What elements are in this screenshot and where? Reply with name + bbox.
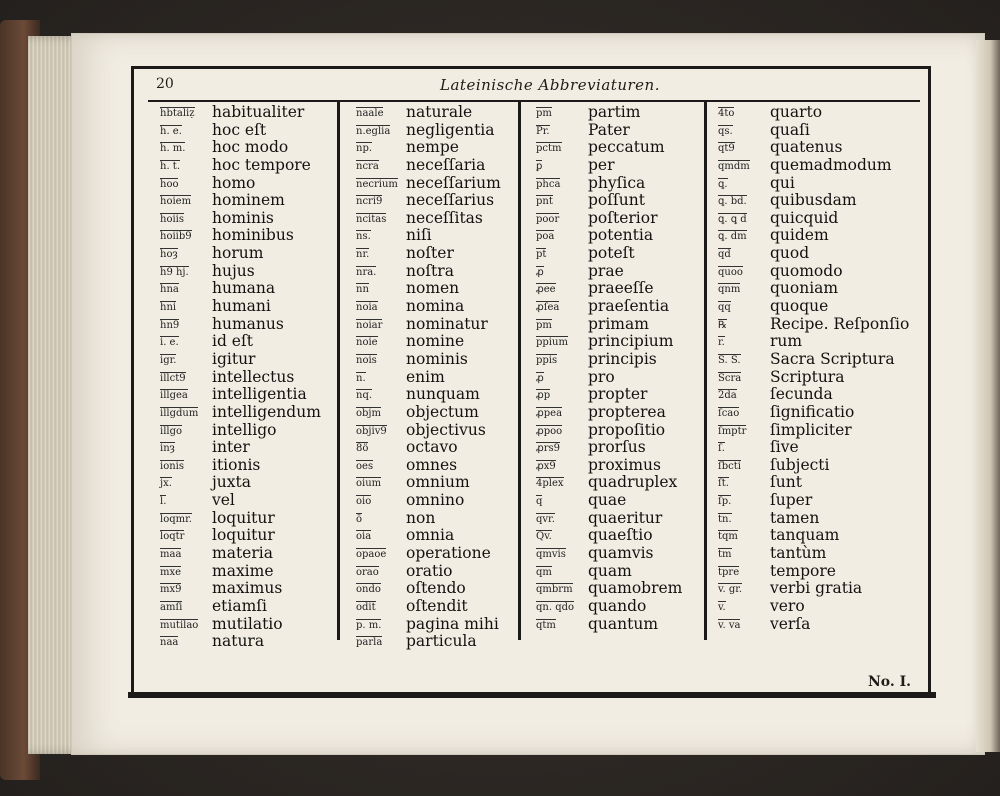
expanded-word: vero	[770, 596, 805, 615]
expanded-word: octavo	[406, 438, 458, 457]
expanded-word: quoniam	[770, 279, 839, 298]
expanded-word: neceſſaria	[406, 155, 486, 174]
expanded-word: quarto	[770, 103, 823, 121]
abbreviation-form: ꝓpea	[536, 407, 563, 419]
expanded-word: noſter	[406, 244, 454, 263]
expanded-word: nominatur	[406, 314, 488, 333]
abbreviation-form: ꝓ	[536, 372, 544, 384]
abbreviation-form: h. t.	[160, 160, 180, 172]
abbreviation-form: odit	[356, 601, 376, 613]
abbreviation-form: qnm	[718, 284, 741, 296]
abbreviation-form: qs.	[718, 125, 733, 137]
abbreviation-form: pm	[536, 108, 552, 119]
expanded-word: operatione	[406, 544, 491, 563]
abbreviation-form: ſt.	[718, 478, 729, 490]
abbreviation-form: hbtaliẓ	[160, 108, 195, 119]
abbreviation-form: mx9	[160, 584, 182, 596]
abbreviation-form: oia	[356, 531, 372, 543]
abbreviation-form: ꝗ. dm	[718, 231, 747, 243]
expanded-word: non	[406, 508, 436, 527]
abbreviation-form: ſbcti	[718, 460, 741, 472]
expanded-word: oratio	[406, 561, 453, 580]
expanded-word: humani	[212, 297, 271, 316]
abbreviation-form: poa	[536, 231, 555, 243]
page-right-edge	[976, 40, 1000, 752]
abbreviation-form: ſcao	[718, 407, 740, 419]
expanded-word: neceſſitas	[406, 208, 483, 227]
abbreviation-form: n.eglia	[356, 125, 391, 137]
expanded-word: praeſentia	[588, 297, 670, 316]
abbreviation-form: jx.	[160, 478, 172, 490]
expanded-word: Recipe. Reſponſio	[770, 314, 910, 333]
abbreviation-form: i. e.	[160, 337, 179, 349]
expanded-word: negligentia	[406, 120, 495, 139]
abbreviation-form: v. gr.	[718, 584, 743, 596]
expanded-word: hominem	[212, 191, 285, 210]
expanded-word: quatenus	[770, 138, 843, 157]
expanded-word: quidem	[770, 226, 829, 245]
expanded-word: quaeritur	[588, 508, 663, 527]
abbreviation-form: qtm	[536, 619, 556, 631]
abbreviation-form: orao	[356, 566, 379, 578]
abbreviation-form: v. va	[718, 619, 741, 631]
expanded-word: maximus	[212, 579, 283, 598]
expanded-word: tamen	[770, 508, 820, 527]
expanded-word: rum	[770, 332, 803, 351]
abbreviation-form: ncitas	[356, 213, 387, 225]
expanded-word: ſimpliciter	[770, 420, 852, 439]
expanded-word: ſive	[770, 438, 799, 457]
expanded-word: ſignificatio	[770, 402, 855, 421]
abbreviation-form: qm	[536, 566, 552, 578]
expanded-word: quadruplex	[588, 473, 678, 492]
abbreviation-form: ſ.	[718, 443, 725, 455]
abbreviation-form: necrium	[356, 178, 398, 190]
abbreviation-form: h. m.	[160, 143, 186, 155]
column-divider	[704, 100, 707, 640]
abbreviation-form: 4plex	[536, 478, 564, 490]
expanded-word: propter	[588, 385, 648, 404]
abbreviation-form: hoiem	[160, 196, 192, 208]
expanded-word: quemadmodum	[770, 155, 892, 174]
abbreviation-form: 8ö	[356, 443, 369, 455]
abbreviation-form: illct9	[160, 372, 186, 384]
abbreviation-form: 4to	[718, 108, 735, 119]
expanded-word: quamobrem	[588, 579, 683, 598]
column-divider	[518, 100, 521, 640]
abbreviation-form: illgdum	[160, 407, 199, 419]
expanded-word: maxime	[212, 561, 274, 580]
abbreviation-form: illgea	[160, 390, 188, 402]
expanded-word: nominis	[406, 349, 468, 368]
expanded-word: prae	[588, 261, 624, 280]
expanded-word: quod	[770, 244, 810, 263]
abbreviation-form: hna	[160, 284, 179, 296]
abbreviation-form: nq.	[356, 390, 373, 402]
expanded-word: principium	[588, 332, 674, 351]
abbreviation-form: nra.	[356, 266, 377, 278]
expanded-word: hominis	[212, 208, 274, 227]
abbreviation-form: ſp.	[718, 496, 732, 508]
abbreviation-form: noiar	[356, 319, 383, 331]
expanded-word: proximus	[588, 455, 661, 474]
abbreviation-form: hn9	[160, 319, 180, 331]
expanded-word: praeeſſe	[588, 279, 654, 298]
abbreviation-form: pnt	[536, 196, 553, 208]
abbreviation-form: noia	[356, 302, 378, 314]
abbreviation-form: naale	[356, 108, 384, 119]
abbreviation-form: Scra	[718, 372, 742, 384]
abbreviation-form: 2da	[718, 390, 737, 402]
abbreviation-form: ꝑ	[536, 160, 543, 172]
expanded-word: intellectus	[212, 367, 295, 386]
expanded-word: niſi	[406, 226, 432, 245]
expanded-word: inter	[212, 438, 250, 457]
expanded-word: qui	[770, 173, 795, 192]
expanded-word: prorſus	[588, 438, 646, 457]
expanded-word: vel	[212, 491, 235, 510]
expanded-word: hoc modo	[212, 138, 289, 157]
abbreviation-form: ſmptr	[718, 425, 747, 437]
expanded-word: quomodo	[770, 261, 843, 280]
expanded-word: verſa	[770, 614, 811, 633]
abbreviation-form: oes	[356, 460, 374, 472]
expanded-word: quam	[588, 561, 632, 580]
expanded-word: homo	[212, 173, 256, 192]
expanded-word: quaeſtio	[588, 526, 653, 545]
abbreviation-form: tm	[718, 549, 732, 561]
expanded-word: natura	[212, 632, 265, 651]
abbreviation-form: quoo	[718, 266, 743, 278]
expanded-word: ſubjecti	[770, 455, 830, 474]
abbreviation-form: nr.	[356, 249, 370, 261]
column-divider	[337, 100, 340, 640]
expanded-word: ſuper	[770, 491, 813, 510]
abbreviation-form: inȝ	[160, 443, 175, 455]
expanded-word: neceſſarium	[406, 173, 501, 192]
abbreviation-form: tpre	[718, 566, 740, 578]
expanded-word: poſterior	[588, 208, 658, 227]
expanded-word: hoc eſt	[212, 120, 267, 139]
abbreviation-form: ncra	[356, 160, 379, 172]
abbreviation-form: qd	[718, 249, 731, 261]
abbreviation-form: ꝓſea	[536, 302, 560, 314]
abbreviation-form: qmdm	[718, 160, 750, 172]
signature-mark: No. I.	[868, 674, 912, 690]
abbreviation-form: naa	[160, 637, 179, 649]
abbreviation-form: opaoe	[356, 549, 387, 561]
abbreviation-form: ppis	[536, 354, 558, 366]
abbreviation-form: loqtr	[160, 531, 185, 543]
expanded-word: pagina mihi	[406, 614, 499, 633]
expanded-word: enim	[406, 367, 445, 386]
expanded-word: particula	[406, 632, 477, 651]
abbreviation-form: ionis	[160, 460, 184, 472]
abbreviation-form: q	[536, 496, 543, 508]
abbreviation-form: r.	[718, 337, 725, 349]
expanded-word: naturale	[406, 103, 473, 121]
abbreviation-form: nois	[356, 354, 377, 366]
abbreviation-form: pt	[536, 249, 547, 261]
expanded-word: Pater	[588, 120, 630, 139]
frame-bottom-rule	[128, 692, 936, 698]
abbreviation-form: qn. qdo	[536, 601, 575, 613]
abbreviation-form: oio	[356, 496, 372, 508]
expanded-word: omnes	[406, 455, 458, 474]
abbreviation-form: pctm	[536, 143, 562, 155]
expanded-word: hominibus	[212, 226, 294, 245]
abbreviation-form: np.	[356, 143, 373, 155]
expanded-word: tantùm	[770, 544, 827, 563]
abbreviation-form: ꝓee	[536, 284, 556, 296]
abbreviation-form: mutilao	[160, 619, 199, 631]
abbreviation-form: ꝓ	[536, 266, 544, 278]
expanded-word: nunquam	[406, 385, 480, 404]
expanded-word: nomine	[406, 332, 465, 351]
expanded-word: quando	[588, 596, 647, 615]
expanded-word: ſecunda	[770, 385, 833, 404]
expanded-word: ſunt	[770, 473, 802, 492]
abbreviation-form: noie	[356, 337, 378, 349]
abbreviation-form: loqmr.	[160, 513, 192, 525]
expanded-word: quae	[588, 491, 627, 510]
expanded-word: juxta	[212, 473, 251, 492]
expanded-word: mutilatio	[212, 614, 283, 633]
abbreviation-form: amſi	[160, 601, 183, 613]
abbreviation-form: n.	[356, 372, 366, 384]
expanded-word: hoc tempore	[212, 155, 311, 174]
abbreviation-form: ꝓp	[536, 390, 551, 402]
abbreviation-form: h9 hj.	[160, 266, 189, 278]
expanded-word: intelligendum	[212, 402, 321, 421]
expanded-word: pro	[588, 367, 615, 386]
abbreviation-form: qvr.	[536, 513, 555, 525]
abbreviation-form: ncri9	[356, 196, 383, 208]
abbreviation-form: igr.	[160, 354, 177, 366]
expanded-word: quicquid	[770, 208, 839, 227]
abbreviation-form: maa	[160, 549, 182, 561]
abbreviation-form: oium	[356, 478, 382, 490]
expanded-word: etiamſi	[212, 596, 267, 615]
abbreviation-form: qmvis	[536, 549, 566, 561]
expanded-word: poteſt	[588, 244, 635, 263]
header-rule	[148, 100, 920, 102]
abbreviation-form: p. m.	[356, 619, 382, 631]
expanded-word: Scriptura	[770, 367, 845, 386]
abbreviation-form: Pr.	[536, 125, 550, 137]
abbreviation-form: ō	[356, 513, 363, 525]
expanded-word: hujus	[212, 261, 255, 280]
expanded-word: id eſt	[212, 332, 253, 351]
expanded-word: omnia	[406, 526, 455, 545]
abbreviation-form: qq	[718, 302, 731, 314]
expanded-word: potentia	[588, 226, 654, 245]
expanded-word: loquitur	[212, 526, 275, 545]
page-title: Lateinische Abbreviaturen.	[440, 76, 660, 94]
expanded-word: nempe	[406, 138, 459, 157]
abbreviation-form: hni	[160, 302, 177, 314]
abbreviation-form: Qv.	[536, 531, 552, 543]
expanded-word: poſſunt	[588, 191, 645, 210]
expanded-word: verbi gratia	[770, 579, 863, 598]
abbreviation-form: ꝗ.	[718, 178, 728, 190]
abbreviation-form: pm	[536, 319, 552, 331]
expanded-word: oſtendit	[406, 596, 468, 615]
page-number: 20	[156, 76, 174, 92]
expanded-word: intelligo	[212, 420, 277, 439]
expanded-word: loquitur	[212, 508, 275, 527]
expanded-word: propterea	[588, 402, 666, 421]
abbreviation-form: ꝓrs9	[536, 443, 561, 455]
abbreviation-form: illgo	[160, 425, 183, 437]
abbreviation-form: ns.	[356, 231, 371, 243]
expanded-word: humana	[212, 279, 276, 298]
expanded-word: omnium	[406, 473, 470, 492]
expanded-word: nomen	[406, 279, 460, 298]
expanded-word: humanus	[212, 314, 284, 333]
expanded-word: peccatum	[588, 138, 665, 157]
abbreviation-form: S. S.	[718, 354, 741, 366]
abbreviation-form: ꝗ. ꝗ d	[718, 213, 747, 225]
expanded-word: quoque	[770, 297, 829, 316]
abbreviation-form: qmbrm	[536, 584, 573, 596]
expanded-word: oſtendo	[406, 579, 466, 598]
expanded-word: tempore	[770, 561, 836, 580]
abbreviation-form: parla	[356, 637, 383, 649]
abbreviation-form: nn	[356, 284, 369, 296]
abbreviation-form: hoo	[160, 178, 179, 190]
expanded-word: itionis	[212, 455, 261, 474]
expanded-word: quamvis	[588, 544, 654, 563]
expanded-word: objectum	[406, 402, 479, 421]
expanded-word: partim	[588, 103, 641, 121]
expanded-word: phyſica	[588, 173, 646, 192]
expanded-word: per	[588, 155, 615, 174]
abbreviation-form: ꝓpoo	[536, 425, 563, 437]
expanded-word: intelligentia	[212, 385, 307, 404]
abbreviation-form: mxe	[160, 566, 182, 578]
expanded-word: quibusdam	[770, 191, 857, 210]
abbreviation-form: poor	[536, 213, 560, 225]
abbreviation-form: hoiib9	[160, 231, 192, 243]
expanded-word: quantum	[588, 614, 659, 633]
expanded-word: objectivus	[406, 420, 486, 439]
expanded-word: horum	[212, 244, 264, 263]
abbreviation-form: objm	[356, 407, 382, 419]
expanded-word: omnino	[406, 491, 465, 510]
abbreviation-form: ondo	[356, 584, 381, 596]
abbreviation-form: ꝗ. bd.	[718, 196, 747, 208]
expanded-word: habitualiter	[212, 103, 305, 121]
abbreviation-form: qt9	[718, 143, 735, 155]
abbreviation-form: ꝓx9	[536, 460, 556, 472]
abbreviation-form: ppium	[536, 337, 568, 349]
expanded-word: noſtra	[406, 261, 454, 280]
expanded-word: propoſitio	[588, 420, 666, 439]
abbreviation-form: phca	[536, 178, 561, 190]
abbreviation-form: h. e.	[160, 125, 182, 137]
expanded-word: igitur	[212, 349, 256, 368]
abbreviation-form: v.	[718, 601, 726, 613]
abbreviation-form: hoȝ	[160, 249, 178, 261]
expanded-word: materia	[212, 544, 273, 563]
abbreviation-form: objiv9	[356, 425, 387, 437]
expanded-word: tanquam	[770, 526, 840, 545]
expanded-word: neceſſarius	[406, 191, 495, 210]
abbreviation-form: l.	[160, 496, 167, 508]
abbreviation-form: tn.	[718, 513, 732, 525]
expanded-word: principis	[588, 349, 657, 368]
expanded-word: primam	[588, 314, 649, 333]
expanded-word: quaſi	[770, 120, 810, 139]
expanded-word: Sacra Scriptura	[770, 349, 895, 368]
abbreviation-form: tqm	[718, 531, 738, 543]
abbreviation-form: ℞	[718, 319, 727, 331]
expanded-word: nomina	[406, 297, 465, 316]
abbreviation-form: hoiis	[160, 213, 184, 225]
